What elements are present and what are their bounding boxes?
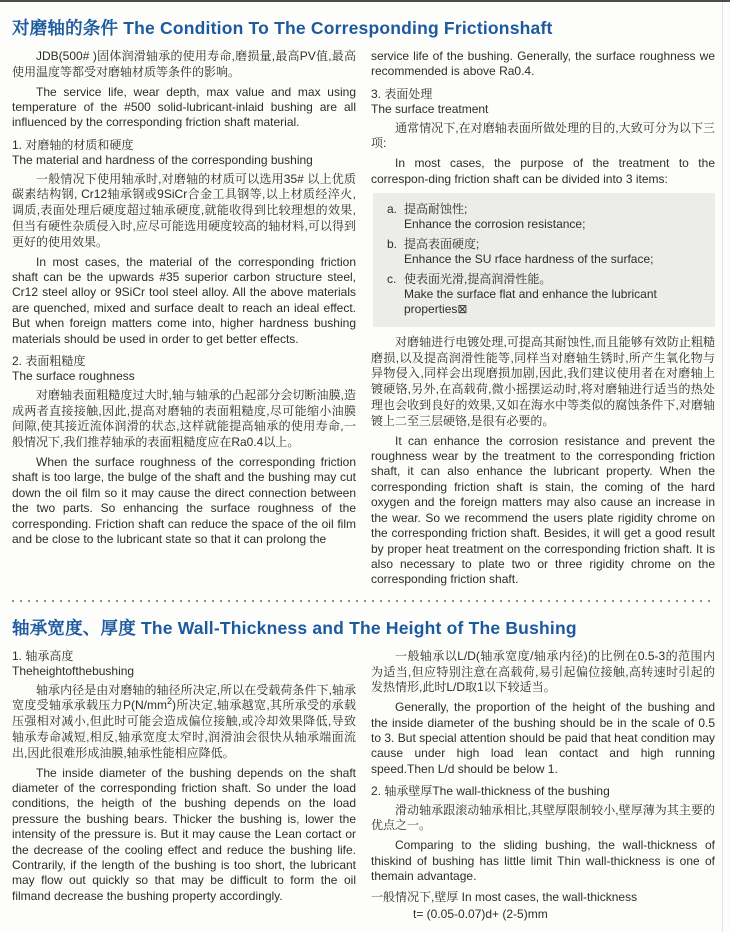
section1-right-column (371, 49, 715, 592)
paragraph-en: When the surface roughness of the corresponding friction shaft is too large, the bulge of the shaft and the bushing may cut down the oil film so it may cause the direct connection between the two parts. So enhancing the surface roughness of the corresponding. Friction shaft can reduce the space of the oil film and be close to the lubricant state so that it can prolong the (12, 455, 356, 547)
list-item-body (404, 272, 705, 318)
list-item-body (404, 237, 653, 268)
list-item-en: Enhance the SU rface hardness of the surface; (404, 252, 654, 267)
subheading-en: The surface roughness (12, 369, 135, 384)
paragraph-cn-pre: 轴承内径是由对磨轴的轴径所决定,所以在受载荷条件下,轴承宽度受轴承承载压力P(N/mm (12, 682, 356, 713)
list-item-body (404, 202, 585, 233)
subheading-en: Theheightofthebushing (12, 664, 135, 679)
subheading-material-hardness (12, 138, 356, 169)
list-item-cn: 提高表面硬度; (404, 236, 480, 251)
paragraph-cn: 滑动轴承跟滚动轴承相比,其壁厚限制较小,壁厚薄为其主要的优点之一。 (371, 802, 715, 833)
paragraph-cn-post: )所决定,轴承越宽,其所承受的承载压强相对减小,但此时可能会造成偏位接触,或冷却效果降低,导致轴承寿命减短,相反,轴承宽度太窄时,润滑油会很快从轴承端面流出,因此很难形成油膜,轴承性能相应降低。 (12, 698, 357, 760)
paragraph-cn: 对磨轴进行电镀处理,可提高其耐蚀性,而且能够有效防止粗糙磨损,以及提高润滑性能等,同样当对磨轴生锈时,所产生氧化物与异物侵入,同样会出现磨损加剧,因此,我们建议使用者在对磨轴上镀硬铬,另外,在高载荷,微小摇摆运动时,将对磨轴进行适当的热处理也会收到良好的效果,又如在海水中等类似的腐蚀条件下,对磨轴镀上二至三层硬铬,是很有必要的。 (371, 334, 715, 428)
paragraph-cn: 一般轴承以L/D(轴承宽度/轴承内径)的比例在0.5-3的范围内为适当,但应特别注意在高载荷,易引起偏位接触,高转速时引起的发热情形,此时L/D取1以下较适当。 (371, 648, 715, 695)
subheading-wall-thickness: 2. 轴承壁厚The wall-thickness of the bushing (371, 784, 610, 799)
paragraph-cn: 对磨轴表面粗糙度过大时,轴与轴承的凸起部分会切断油膜,造成两者直接接触,因此,提高对磨轴的表面粗糙度,尽可能缩小油膜间隙,使其接近流体润滑的状态,这样就能提高轴承的使用寿命,一般情况下,我们推荐轴承的表面粗糙度应在Ra0.4以上。 (12, 387, 356, 450)
list-item-label: a. (387, 202, 398, 217)
wall-thickness-lead-line: 一般情况下,壁厚 In most cases, the wall-thickness (371, 890, 638, 905)
paragraph-cn: JDB(500# )固体润滑轴承的使用寿命,磨损量,最高PV值,最高使用温度等都受对磨轴材质等条件的影响。 (12, 49, 356, 79)
paragraph-cn-with-superscript (12, 683, 356, 762)
list-item-cn: 提高耐蚀性; (404, 202, 468, 217)
section2-right-column (371, 649, 715, 922)
subheading-cn: 3. 表面处理 (371, 86, 433, 101)
list-item-cn: 使表面光滑,提高润滑性能。 (404, 271, 552, 286)
paragraph-en: In most cases, the material of the corresponding friction shaft can be the upwards #35 superior carbon structure steel, Cr12 steel alloy or 9SiCr tool steel alloy. All the above materials are quenched, mixed and surface dealt to reach an ideal effect. But when foreign matters come into, higher hardness bushing materials should be used in order to get better effects. (12, 254, 356, 346)
section-friction-shaft-condition (12, 15, 716, 592)
section2-title: 轴承宽度、厚度 The Wall-Thickness and The Height of The Bushing (12, 617, 577, 638)
list-item-a (387, 202, 705, 233)
list-item-label: c. (387, 271, 397, 286)
subheading-en: The surface treatment (371, 102, 489, 117)
subheading-cn: 1. 轴承高度 (12, 648, 74, 663)
paragraph-en: Generally, the proportion of the height of the bushing and the inside diameter of the bushing should be in the scale of 0.5 to 3. But special attention should be paid that heat condition may cause under high load lean contact and high running speed.Then L/d should be below 1. (371, 700, 715, 776)
section2-columns (12, 649, 716, 922)
list-item-c (387, 272, 705, 318)
dotted-separator (12, 600, 716, 602)
paragraph-en: The inside diameter of the bushing depends on the shaft diameter of the corresponding friction shaft. So under the load conditions, the heigth of the bushing depends on the load pressure the bushing bears. Thicker the bushing is, lower the intensity of the pressure is. But it may cause the Lean cortact or the decrease of the cooling effect and reduce the bushing life. Contrarily, if the length of the bushing is too short, the lubricant may flow out quickly so that may be difficult to form the oil filmand decrease the bushing property accordingly. (12, 765, 356, 903)
scan-edge-line (722, 2, 723, 932)
section1-left-column (12, 49, 356, 592)
paragraph-en: In most cases, the purpose of the treatment to the correspon-ding friction shaft can be divided into 3 items: (371, 156, 715, 186)
list-item-b (387, 237, 705, 268)
list-item-en: Enhance the corrosion resistance; (404, 217, 586, 232)
section1-title: 对磨轴的条件 The Condition To The Corresponding Frictionshaft (12, 18, 553, 38)
subheading-surface-treatment (371, 87, 715, 118)
paragraph-cn: 一般情况下使用轴承时,对磨轴的材质可以选用35# 以上优质碳素结构钢, Cr12轴承钢或9SiCr合金工具钢等,以上材质经淬火,调质,表面处理后硬度超过轴承硬度,就能收得到比较理想的效果,但当有硬性杂质侵入时,应尽可能选用硬度较高的轴材料,可以得到更好的使用效果。 (12, 171, 356, 249)
subheading-bushing-height (12, 649, 356, 680)
paragraph-en: It can enhance the corrosion resistance and prevent the roughness wear by the treatment to the corresponding friction shaft, it can also enhance the lubricant property. When the corresponding friction shaft is stain, the coming of the hard oxygen and the foreign matters may also cause an increase in the wear. So we recommend the users plate rigidity chrome on the corresponding friction shaft. Besides, it will get a good result by proper heat treatment on the corresponding friction shaft. It is also necessary to plate two or three rigidity chrome on the corresponding friction shaft. (371, 433, 715, 587)
section1-columns (12, 49, 716, 592)
subheading-surface-roughness (12, 354, 356, 385)
subheading-cn: 2. 表面粗糙度 (12, 354, 86, 369)
subheading-cn: 1. 对磨轴的材质和硬度 (12, 137, 134, 152)
list-item-label: b. (387, 236, 398, 251)
paragraph-cn: 通常情况下,在对磨轴表面所做处理的目的,大致可分为以下三项: (371, 120, 715, 151)
paragraph-en: The service life, wear depth, max value and max using temperature of the #500 solid-lubricant-inlaid bushing are all influenced by the corresponding friction shaft material. (12, 84, 356, 130)
section-wall-thickness-height (12, 615, 716, 922)
list-item-en: Make the surface flat and enhance the lubricant properties⊠ (404, 287, 657, 317)
gray-note-box (373, 193, 715, 327)
paragraph-en: Comparing to the sliding bushing, the wall-thickness of thiskind of bushing has little limit Thin wall-thickness is one of themain advantage. (371, 838, 715, 883)
section2-left-column (12, 649, 356, 922)
paragraph-en-continued: service life of the bushing. Generally, the surface roughness we recommended is above Ra0.4. (371, 49, 715, 79)
superscript-2: 2 (167, 696, 173, 707)
subheading-en: The material and hardness of the corresponding bushing (12, 153, 313, 168)
wall-thickness-formula: t= (0.05-0.07)d+ (2-5)mm (413, 906, 548, 921)
